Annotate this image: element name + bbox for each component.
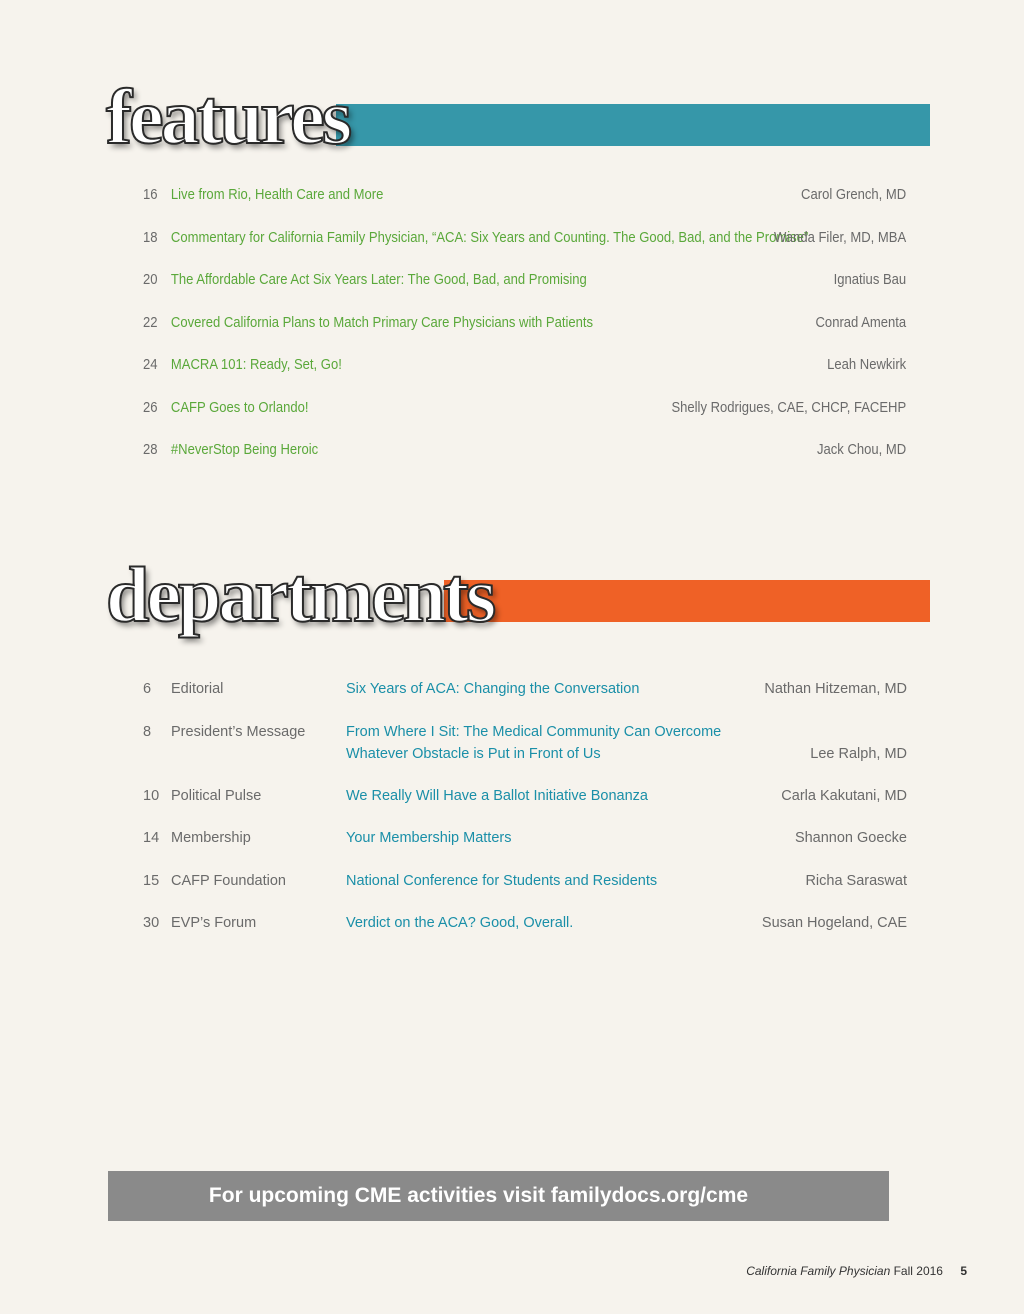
article-title-link[interactable]: From Where I Sit: The Medical Community Can Overcome [346,724,722,740]
departments-item [143,721,907,765]
department-name: CAFP Foundation [171,873,286,889]
features-heading: features [106,73,350,160]
magazine-name: California Family Physician [746,1264,891,1278]
page-number: 20 [143,272,158,288]
author: Richa Saraswat [805,873,907,889]
departments-header [100,551,930,646]
departments-color-bar [444,580,930,622]
issue-label: Fall 2016 [893,1264,943,1278]
department-name: Political Pulse [171,788,262,804]
department-name: EVP’s Forum [171,915,257,931]
author: Carla Kakutani, MD [781,788,907,804]
author: Leah Newkirk [827,357,907,373]
article-title-link[interactable]: National Conference for Students and Residents [346,873,658,889]
article-title-link[interactable]: MACRA 101: Ready, Set, Go! [170,357,342,373]
article-title-link-line2[interactable]: Whatever Obstacle is Put in Front of Us [346,746,601,762]
page-number: 24 [143,357,158,373]
author: Carol Grench, MD [801,187,907,203]
author: Conrad Amenta [815,315,907,331]
article-title-link[interactable]: CAFP Goes to Orlando! [170,400,309,416]
author: Wanda Filer, MD, MBA [773,230,907,246]
page-number: 22 [143,315,158,331]
departments-heading: departments [106,551,494,638]
author: Shelly Rodrigues, CAE, CHCP, FACEHP [671,400,907,416]
author: Ignatius Bau [833,272,907,288]
author: Lee Ralph, MD [810,746,907,762]
page-number: 15 [143,873,160,889]
article-title-link[interactable]: Covered California Plans to Match Primary Care Physicians with Patients [170,315,594,331]
article-title-link[interactable]: Live from Rio, Health Care and More [170,187,384,203]
department-name: President’s Message [171,724,306,740]
article-title-link[interactable]: The Affordable Care Act Six Years Later: The Good, Bad, and Promising [170,272,587,288]
page-footer [746,1264,967,1278]
article-title-link[interactable]: Verdict on the ACA? Good, Overall. [346,915,574,931]
department-name: Editorial [171,681,224,697]
page-number: 28 [143,442,158,458]
article-title-link[interactable]: Commentary for California Family Physician, “ACA: Six Years and Counting. The Good, Bad, and the Promise” [170,230,809,246]
author: Shannon Goecke [794,830,907,846]
features-color-bar [336,104,930,146]
page-number: 30 [143,915,160,931]
features-header [100,73,930,168]
page-number: 18 [143,230,158,246]
article-title-link[interactable]: Six Years of ACA: Changing the Conversation [346,681,640,697]
cme-banner-text: For upcoming CME activities visit familydocs.org/cme [208,1184,749,1207]
page-number: 26 [143,400,158,416]
article-title-link[interactable]: #NeverStop Being Heroic [170,442,319,458]
page-number: 14 [143,830,160,846]
author: Jack Chou, MD [816,442,907,458]
page-number: 16 [143,187,158,203]
cme-banner[interactable] [108,1171,889,1221]
page-number: 10 [143,788,160,804]
author: Nathan Hitzeman, MD [764,681,907,697]
page-number: 8 [143,724,152,740]
article-title-link[interactable]: Your Membership Matters [346,830,512,846]
article-title-link[interactable]: We Really Will Have a Ballot Initiative Bonanza [346,788,648,804]
department-name: Membership [171,830,251,846]
author: Susan Hogeland, CAE [761,915,907,931]
page-number: 6 [143,681,152,697]
page-number-footer: 5 [960,1264,967,1278]
